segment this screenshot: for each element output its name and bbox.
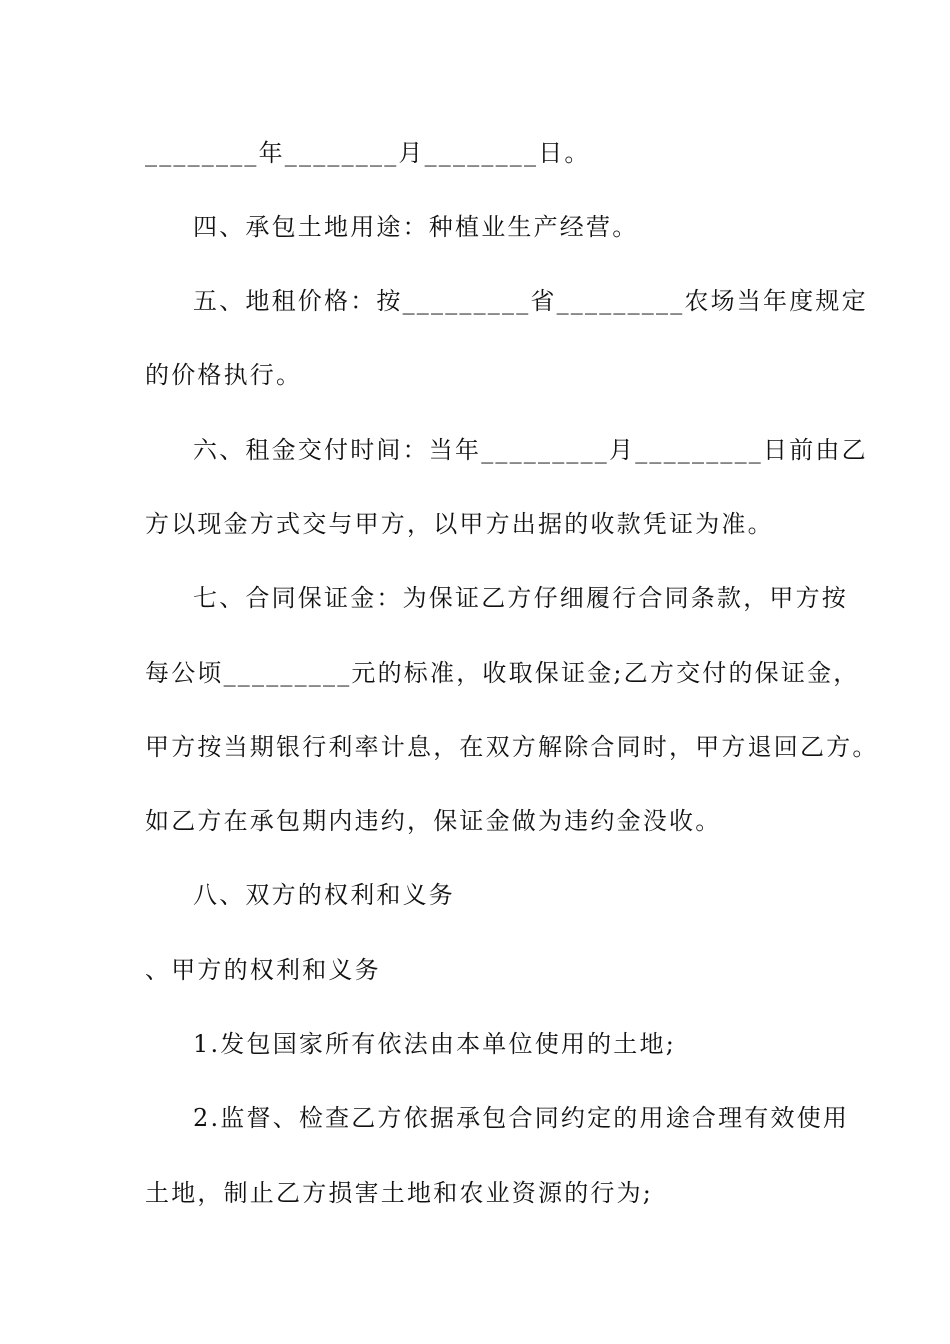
- clause-6-payment-time-cont: 方以现金方式交与甲方，以甲方出据的收款凭证为准。: [145, 510, 774, 538]
- party-a-item-2: 2.监督、检查乙方依据承包合同约定的用途合理有效使用: [193, 1104, 850, 1132]
- clause-7-deposit-cont-2: 甲方按当期银行利率计息，在双方解除合同时，甲方退回乙方。: [145, 733, 879, 761]
- clause-7-deposit: 七、合同保证金：为保证乙方仔细履行合同条款，甲方按: [193, 584, 848, 612]
- clause-7-deposit-cont-1: 每公顷_________元的标准，收取保证金;乙方交付的保证金，: [145, 659, 860, 687]
- party-a-item-2-cont: 土地，制止乙方损害土地和农业资源的行为;: [145, 1179, 654, 1207]
- party-a-rights-heading: 、甲方的权利和义务: [145, 956, 381, 984]
- clause-4-land-use: 四、承包土地用途：种植业生产经营。: [193, 213, 639, 241]
- clause-5-rent-price-cont: 的价格执行。: [145, 361, 303, 389]
- clause-7-deposit-cont-3: 如乙方在承包期内违约，保证金做为违约金没收。: [145, 807, 722, 835]
- clause-5-rent-price: 五、地租价格：按_________省_________农场当年度规定: [193, 287, 868, 315]
- clause-8-rights-obligations: 八、双方的权利和义务: [193, 881, 455, 909]
- date-line: ________年________月________日。: [145, 139, 591, 167]
- party-a-item-1: 1.发包国家所有依法由本单位使用的土地;: [193, 1030, 676, 1058]
- clause-6-payment-time: 六、租金交付时间：当年_________月_________日前由乙: [193, 436, 868, 464]
